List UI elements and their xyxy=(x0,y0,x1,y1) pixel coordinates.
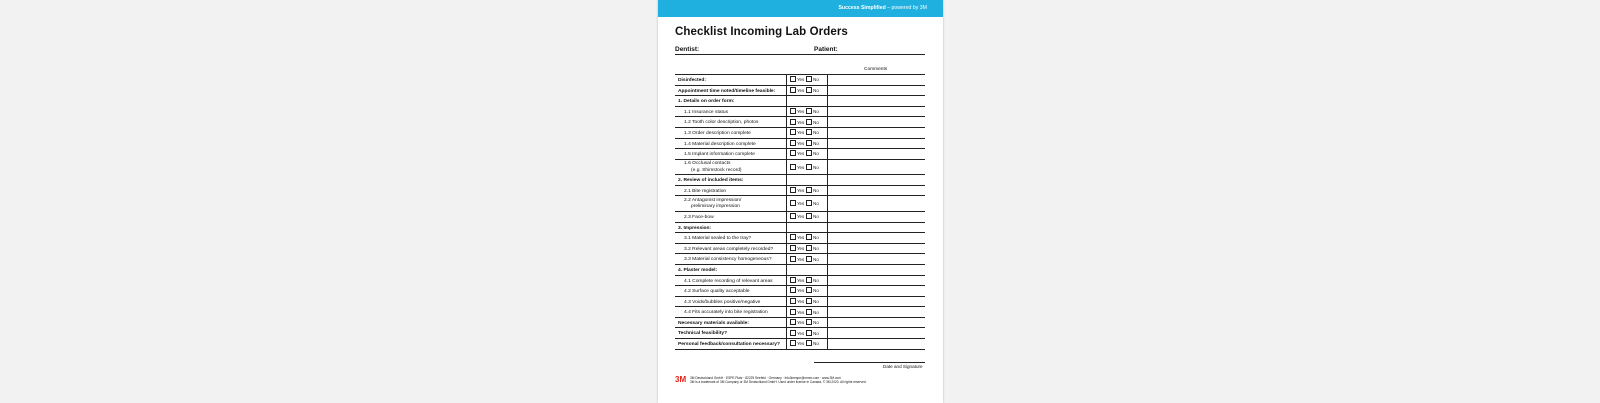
no-checkbox[interactable] xyxy=(806,164,812,170)
yes-checkbox[interactable] xyxy=(790,200,796,206)
yes-no-group xyxy=(790,330,821,336)
checklist-row xyxy=(675,286,925,297)
no-checkbox[interactable] xyxy=(806,200,812,206)
yes-checkbox[interactable] xyxy=(790,287,796,293)
checklist-row xyxy=(675,297,925,308)
document-page xyxy=(658,0,943,403)
checklist-row xyxy=(675,86,925,97)
yes-checkbox[interactable] xyxy=(790,213,796,219)
yes-checkbox[interactable] xyxy=(790,330,796,336)
no-label: No xyxy=(813,246,819,252)
checklist-row xyxy=(675,318,925,329)
yes-label: Yes xyxy=(797,214,805,220)
row-label-text: 2. Review of included items: xyxy=(678,178,744,184)
row-label-text: 2.2 Antagonist impression/ xyxy=(684,197,742,203)
checklist-row xyxy=(675,107,925,118)
row-label xyxy=(678,78,706,83)
no-checkbox[interactable] xyxy=(806,150,812,156)
no-checkbox[interactable] xyxy=(806,287,812,293)
yes-no-group xyxy=(790,150,821,156)
yes-label: Yes xyxy=(797,109,805,115)
row-label-text: 3.2 Relevant areas completely recorded? xyxy=(684,246,774,252)
no-label: No xyxy=(813,87,819,93)
banner xyxy=(658,0,943,17)
yes-no-group xyxy=(790,245,821,251)
yes-label: Yes xyxy=(797,330,805,336)
row-label-text: 3.3 Material consistency homogeneous? xyxy=(684,257,772,263)
yes-checkbox[interactable] xyxy=(790,245,796,251)
row-label xyxy=(684,279,773,284)
yes-label: Yes xyxy=(797,288,805,294)
row-label-text: 3.1 Material sealed to the tray? xyxy=(684,236,752,242)
yes-label: Yes xyxy=(797,164,805,170)
no-checkbox[interactable] xyxy=(806,213,812,219)
no-checkbox[interactable] xyxy=(806,108,812,114)
yes-no-group xyxy=(790,213,821,219)
yes-checkbox[interactable] xyxy=(790,87,796,93)
row-label-text: 1.1 Insurance status xyxy=(684,109,729,115)
banner-suffix: – powered by 3M xyxy=(885,5,927,11)
page-title: Checklist Incoming Lab Orders xyxy=(675,26,848,38)
row-label-text: 4.3 Voids/bubbles positive/negative xyxy=(684,299,761,305)
yes-no-group xyxy=(790,108,821,114)
checklist-row xyxy=(675,212,925,223)
checklist-row xyxy=(675,307,925,318)
yes-checkbox[interactable] xyxy=(790,129,796,135)
yes-no-group xyxy=(790,309,821,315)
row-label xyxy=(678,89,775,94)
no-label: No xyxy=(813,309,819,315)
row-label xyxy=(684,110,728,115)
no-label: No xyxy=(813,341,819,347)
checklist-row xyxy=(675,139,925,150)
yes-no-group xyxy=(790,319,821,325)
yes-no-group xyxy=(790,287,821,293)
yes-checkbox[interactable] xyxy=(790,319,796,325)
no-checkbox[interactable] xyxy=(806,87,812,93)
row-label-text: 1.2 Tooth color description, photos xyxy=(684,120,759,126)
row-label xyxy=(684,161,742,174)
row-label-text: 1.3 Order description complete xyxy=(684,130,751,136)
yes-label: Yes xyxy=(797,277,805,283)
no-checkbox[interactable] xyxy=(806,119,812,125)
column-divider-right xyxy=(827,74,828,349)
yes-label: Yes xyxy=(797,188,805,194)
no-label: No xyxy=(813,330,819,336)
row-label xyxy=(678,321,749,326)
no-label: No xyxy=(813,151,819,157)
yes-label: Yes xyxy=(797,77,805,83)
row-label xyxy=(684,257,772,262)
yes-label: Yes xyxy=(797,151,805,157)
yes-checkbox[interactable] xyxy=(790,119,796,125)
row-label-text-2: (e.g. Shimstock record) xyxy=(691,167,742,173)
signature-line xyxy=(814,362,925,363)
patient-label: Patient: xyxy=(814,46,838,53)
row-label xyxy=(678,342,780,347)
row-label xyxy=(684,120,758,125)
no-checkbox[interactable] xyxy=(806,309,812,315)
yes-label: Yes xyxy=(797,341,805,347)
checklist-row xyxy=(675,75,925,86)
no-checkbox[interactable] xyxy=(806,277,812,283)
no-label: No xyxy=(813,77,819,83)
checklist-row xyxy=(675,160,925,176)
dentist-label: Dentist: xyxy=(675,46,700,53)
row-label xyxy=(678,331,727,336)
no-label: No xyxy=(813,164,819,170)
comments-header: Comments xyxy=(864,67,888,72)
yes-no-group xyxy=(790,140,821,146)
yes-checkbox[interactable] xyxy=(790,234,796,240)
yes-no-group xyxy=(790,164,821,170)
no-checkbox[interactable] xyxy=(806,129,812,135)
row-label xyxy=(684,131,751,136)
row-label-text: 2.1 Bite registration xyxy=(684,188,727,194)
yes-checkbox[interactable] xyxy=(790,309,796,315)
no-label: No xyxy=(813,119,819,125)
checklist-row xyxy=(675,128,925,139)
yes-checkbox[interactable] xyxy=(790,277,796,283)
checklist-row xyxy=(675,265,925,276)
no-label: No xyxy=(813,320,819,326)
yes-no-group xyxy=(790,187,821,193)
yes-label: Yes xyxy=(797,130,805,136)
no-label: No xyxy=(813,256,819,262)
row-label-text: 1.6 Occlusal contacts xyxy=(684,161,731,167)
yes-checkbox[interactable] xyxy=(790,150,796,156)
yes-checkbox[interactable] xyxy=(790,76,796,82)
checklist-row xyxy=(675,223,925,234)
yes-no-group xyxy=(790,87,821,93)
row-label xyxy=(678,99,735,104)
no-label: No xyxy=(813,201,819,207)
row-label xyxy=(678,226,711,231)
no-checkbox[interactable] xyxy=(806,76,812,82)
yes-label: Yes xyxy=(797,298,805,304)
no-checkbox[interactable] xyxy=(806,256,812,262)
yes-label: Yes xyxy=(797,246,805,252)
no-label: No xyxy=(813,277,819,283)
row-label xyxy=(684,300,760,305)
row-label-text: 4.4 Fits accurately into bite registration xyxy=(684,310,768,316)
no-label: No xyxy=(813,235,819,241)
footer-line-2: 3M is a trademark of 3M Company or 3M Deutschland GmbH. Used under license in Canada. © 3M 2020. All rights reserved. xyxy=(690,380,867,384)
row-label-text: 4.2 Surface quality acceptable xyxy=(684,289,750,295)
no-label: No xyxy=(813,214,819,220)
row-label xyxy=(684,310,768,315)
no-checkbox[interactable] xyxy=(806,140,812,146)
row-label-text: Appointment time noted/timeline feasible: xyxy=(678,88,776,94)
no-checkbox[interactable] xyxy=(806,187,812,193)
yes-no-group xyxy=(790,256,821,262)
no-checkbox[interactable] xyxy=(806,330,812,336)
yes-checkbox[interactable] xyxy=(790,340,796,346)
no-label: No xyxy=(813,109,819,115)
dentist-patient-line xyxy=(675,46,925,55)
yes-checkbox[interactable] xyxy=(790,298,796,304)
no-checkbox[interactable] xyxy=(806,319,812,325)
row-label xyxy=(678,268,717,273)
row-label-text: 2.3 Face-bow xyxy=(684,214,714,220)
no-label: No xyxy=(813,130,819,136)
row-label xyxy=(684,142,756,147)
yes-checkbox[interactable] xyxy=(790,140,796,146)
no-checkbox[interactable] xyxy=(806,340,812,346)
checklist-row xyxy=(675,276,925,287)
row-label xyxy=(678,178,744,183)
row-label xyxy=(684,215,714,220)
3m-logo: 3M xyxy=(675,375,687,384)
footer-line-1: 3M Deutschland GmbH · ESPE Platz · 82229 Seefeld · Germany · info3mespe@mmm.com · www.3M.com xyxy=(690,376,841,380)
yes-no-group xyxy=(790,277,821,283)
yes-no-group xyxy=(790,340,821,346)
yes-checkbox[interactable] xyxy=(790,256,796,262)
no-label: No xyxy=(813,298,819,304)
yes-no-group xyxy=(790,76,821,82)
yes-label: Yes xyxy=(797,87,805,93)
checklist-row xyxy=(675,149,925,160)
row-label-text: Technical feasibility? xyxy=(678,331,728,337)
banner-brand: Success Simplified xyxy=(838,5,886,11)
checklist-row xyxy=(675,339,925,350)
row-label xyxy=(684,247,773,252)
no-label: No xyxy=(813,140,819,146)
checklist-row xyxy=(675,186,925,197)
yes-no-group xyxy=(790,129,821,135)
yes-label: Yes xyxy=(797,320,805,326)
signature-label: Date and Signature xyxy=(883,364,923,369)
checklist-row xyxy=(675,175,925,186)
yes-label: Yes xyxy=(797,140,805,146)
row-label-text: Disinfected: xyxy=(678,78,706,83)
checklist-row xyxy=(675,328,925,339)
yes-checkbox[interactable] xyxy=(790,108,796,114)
row-label-text: Necessary materials available: xyxy=(678,320,749,326)
row-label-text: 3. Impression: xyxy=(678,225,712,231)
row-label xyxy=(684,236,751,241)
yes-no-group xyxy=(790,234,821,240)
no-label: No xyxy=(813,288,819,294)
checklist-row xyxy=(675,96,925,107)
yes-no-group xyxy=(790,298,821,304)
yes-checkbox[interactable] xyxy=(790,187,796,193)
yes-label: Yes xyxy=(797,309,805,315)
yes-no-group xyxy=(790,200,821,206)
row-label xyxy=(684,198,741,211)
row-label-text: 1.4 Material description complete xyxy=(684,141,756,147)
row-label-text: 1. Details on order form: xyxy=(678,99,735,105)
row-label-text-2: preliminary impression xyxy=(691,204,740,210)
checklist-row xyxy=(675,196,925,212)
checklist-row xyxy=(675,233,925,244)
row-label-text: Personal feedback/consultation necessary? xyxy=(678,342,780,348)
yes-checkbox[interactable] xyxy=(790,164,796,170)
row-label xyxy=(684,289,750,294)
yes-no-group xyxy=(790,119,821,125)
no-label: No xyxy=(813,188,819,194)
row-label xyxy=(684,152,755,157)
yes-label: Yes xyxy=(797,119,805,125)
yes-label: Yes xyxy=(797,201,805,207)
row-label xyxy=(684,189,726,194)
row-label-text: 1.5 Implant information complete xyxy=(684,152,755,158)
checklist-row xyxy=(675,117,925,128)
yes-label: Yes xyxy=(797,235,805,241)
no-checkbox[interactable] xyxy=(806,298,812,304)
column-divider-left xyxy=(786,74,787,349)
row-label-text: 4. Plaster model: xyxy=(678,267,718,273)
no-checkbox[interactable] xyxy=(806,245,812,251)
yes-label: Yes xyxy=(797,256,805,262)
checklist-row xyxy=(675,254,925,265)
checklist-table xyxy=(675,74,925,350)
no-checkbox[interactable] xyxy=(806,234,812,240)
checklist-row xyxy=(675,244,925,255)
row-label-text: 4.1 Complete recording of relevant areas xyxy=(684,278,773,284)
